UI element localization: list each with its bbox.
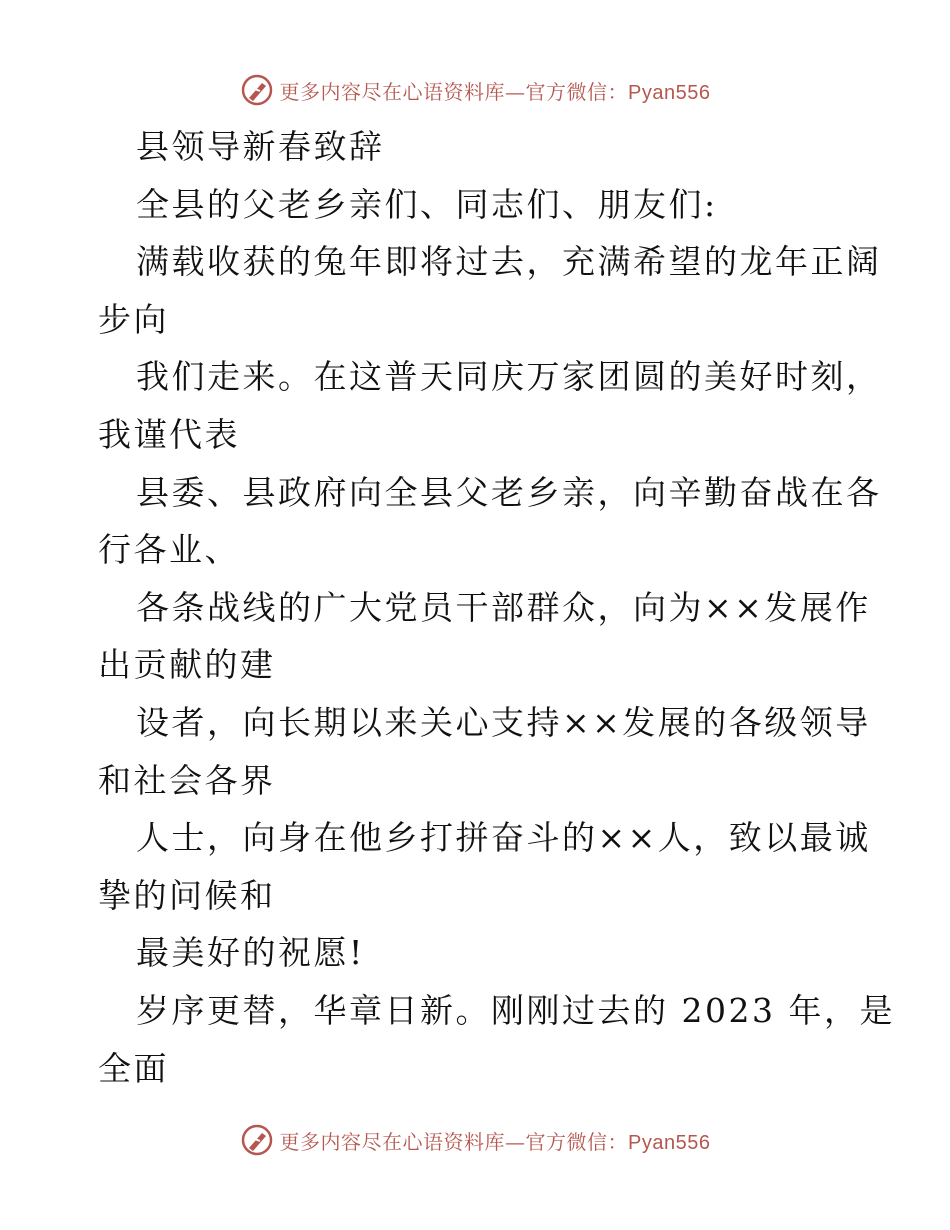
text-line: 行各业、 [98,530,240,570]
pen-logo-icon [240,1123,274,1157]
text-line: 我谨代表 [98,414,240,454]
text-line: 步向 [98,299,169,339]
document-body [98,118,895,1097]
text-line: 挚的问候和 [98,875,276,915]
text-line: 满载收获的兔年即将过去，充满希望的龙年正阔 [136,242,882,282]
pen-logo-icon [240,73,274,107]
text-line: 我们走来。在这普天同庆万家团圆的美好时刻， [136,357,882,397]
text-line: 县委、县政府向全县父老乡亲，向辛勤奋战在各 [136,472,882,512]
text-line: 岁序更替，华章日新。刚刚过去的 2023 年，是 [136,990,895,1030]
text-line: 出贡献的建 [98,645,276,685]
text-line: 全面 [98,1048,169,1088]
text-line: 设者，向长期以来关心支持××发展的各级领导 [136,702,871,742]
header-watermark [0,70,950,110]
text-line: 最美好的祝愿! [136,933,365,973]
text-line: 全县的父老乡亲们、同志们、朋友们: [136,184,718,224]
text-line: 和社会各界 [98,760,276,800]
watermark-text: 更多内容尽在心语资料库—官方微信：Pyan556 [279,1129,711,1154]
document-title: 县领导新春致辞 [136,127,385,166]
text-line: 各条战线的广大党员干部群众，向为××发展作 [136,587,871,627]
footer-watermark [0,1120,950,1160]
text-line: 人士，向身在他乡打拼奋斗的××人，致以最诚 [136,818,871,858]
watermark-text: 更多内容尽在心语资料库—官方微信：Pyan556 [279,79,711,104]
